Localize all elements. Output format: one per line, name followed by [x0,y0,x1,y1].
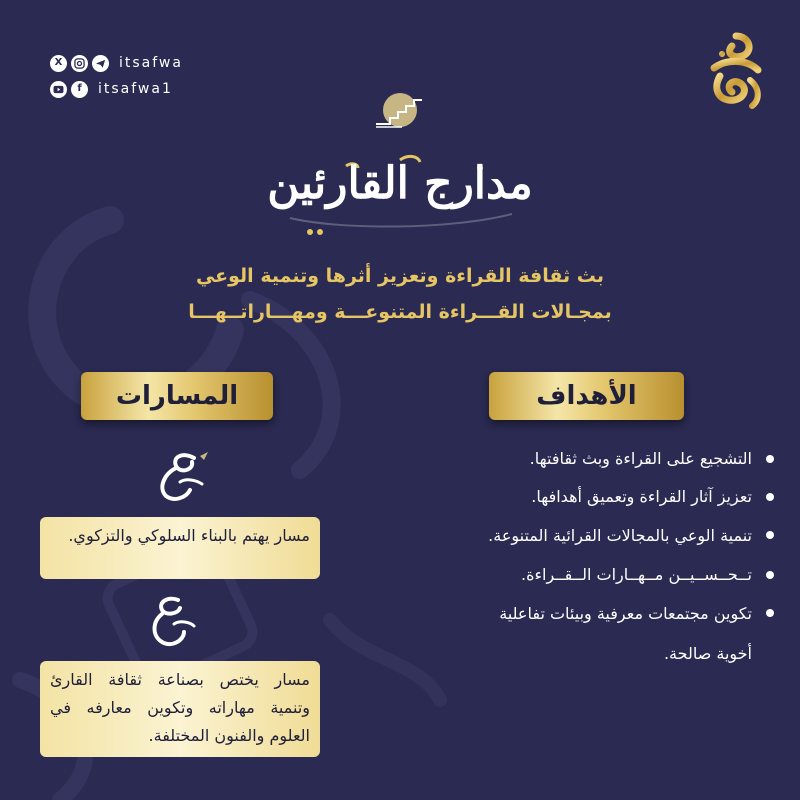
youtube-icon[interactable] [50,81,67,98]
x-icon[interactable]: X [50,55,67,72]
safwa-logo [702,30,770,110]
orooj-calligraphy-icon [150,448,212,506]
goal-item [468,594,780,674]
bullet-icon [766,493,774,501]
stairs-icon [372,92,426,130]
goal-item [468,478,780,516]
goals-list [468,440,780,674]
bullet-icon [766,531,774,539]
goal-text: تنمية الوعي بالمجالات القرائية المتنوعة. [488,526,752,545]
path-box: مسار يهتم بالبناء السلوكي والتزكوي. [40,517,320,579]
social-links [50,53,183,105]
paths-header: المسارات [81,372,273,420]
path-box: مسار يختص بصناعة ثقافة القارئ وتنمية مهاراته وتكوين معارفه في العلوم والفنون المختلفة. [40,661,320,757]
social-row-2 [50,79,183,99]
goal-item [468,516,780,556]
solook-calligraphy-icon [148,592,198,650]
page-title: مدارج القارئين [267,158,533,209]
goals-header: الأهداف [489,372,684,420]
subtitle [150,258,650,330]
goal-item [468,440,780,478]
bullet-icon [766,609,774,617]
telegram-icon[interactable] [92,55,109,72]
instagram-icon[interactable] [71,55,88,72]
social-handle-2[interactable]: itsafwa1 [98,81,173,97]
goal-text: تعزيز آثار القراءة وتعميق أهدافها. [531,487,752,506]
goal-text: تــحــســيــن مــهــارات الــقــراءة. [521,565,752,584]
goal-text: تكوين مجتمعات معرفية وبيئات تفاعلية أخوية صالحة. [499,604,752,663]
social-handle-1[interactable]: itsafwa [119,55,183,71]
goal-item [468,556,780,594]
subtitle-line-1: بث ثقافة القراءة وتعزيز أثرها وتنمية الوعي [195,265,605,287]
goal-text: التشجيع على القراءة وبث ثقافتها. [529,449,752,468]
bullet-icon [766,571,774,579]
facebook-icon[interactable]: f [71,81,88,98]
social-row-1 [50,53,183,73]
bullet-icon [766,455,774,463]
subtitle-line-2: بمجـالات القـــراءة المتنوعـــة ومهـــاراتــهـــا [188,301,612,323]
